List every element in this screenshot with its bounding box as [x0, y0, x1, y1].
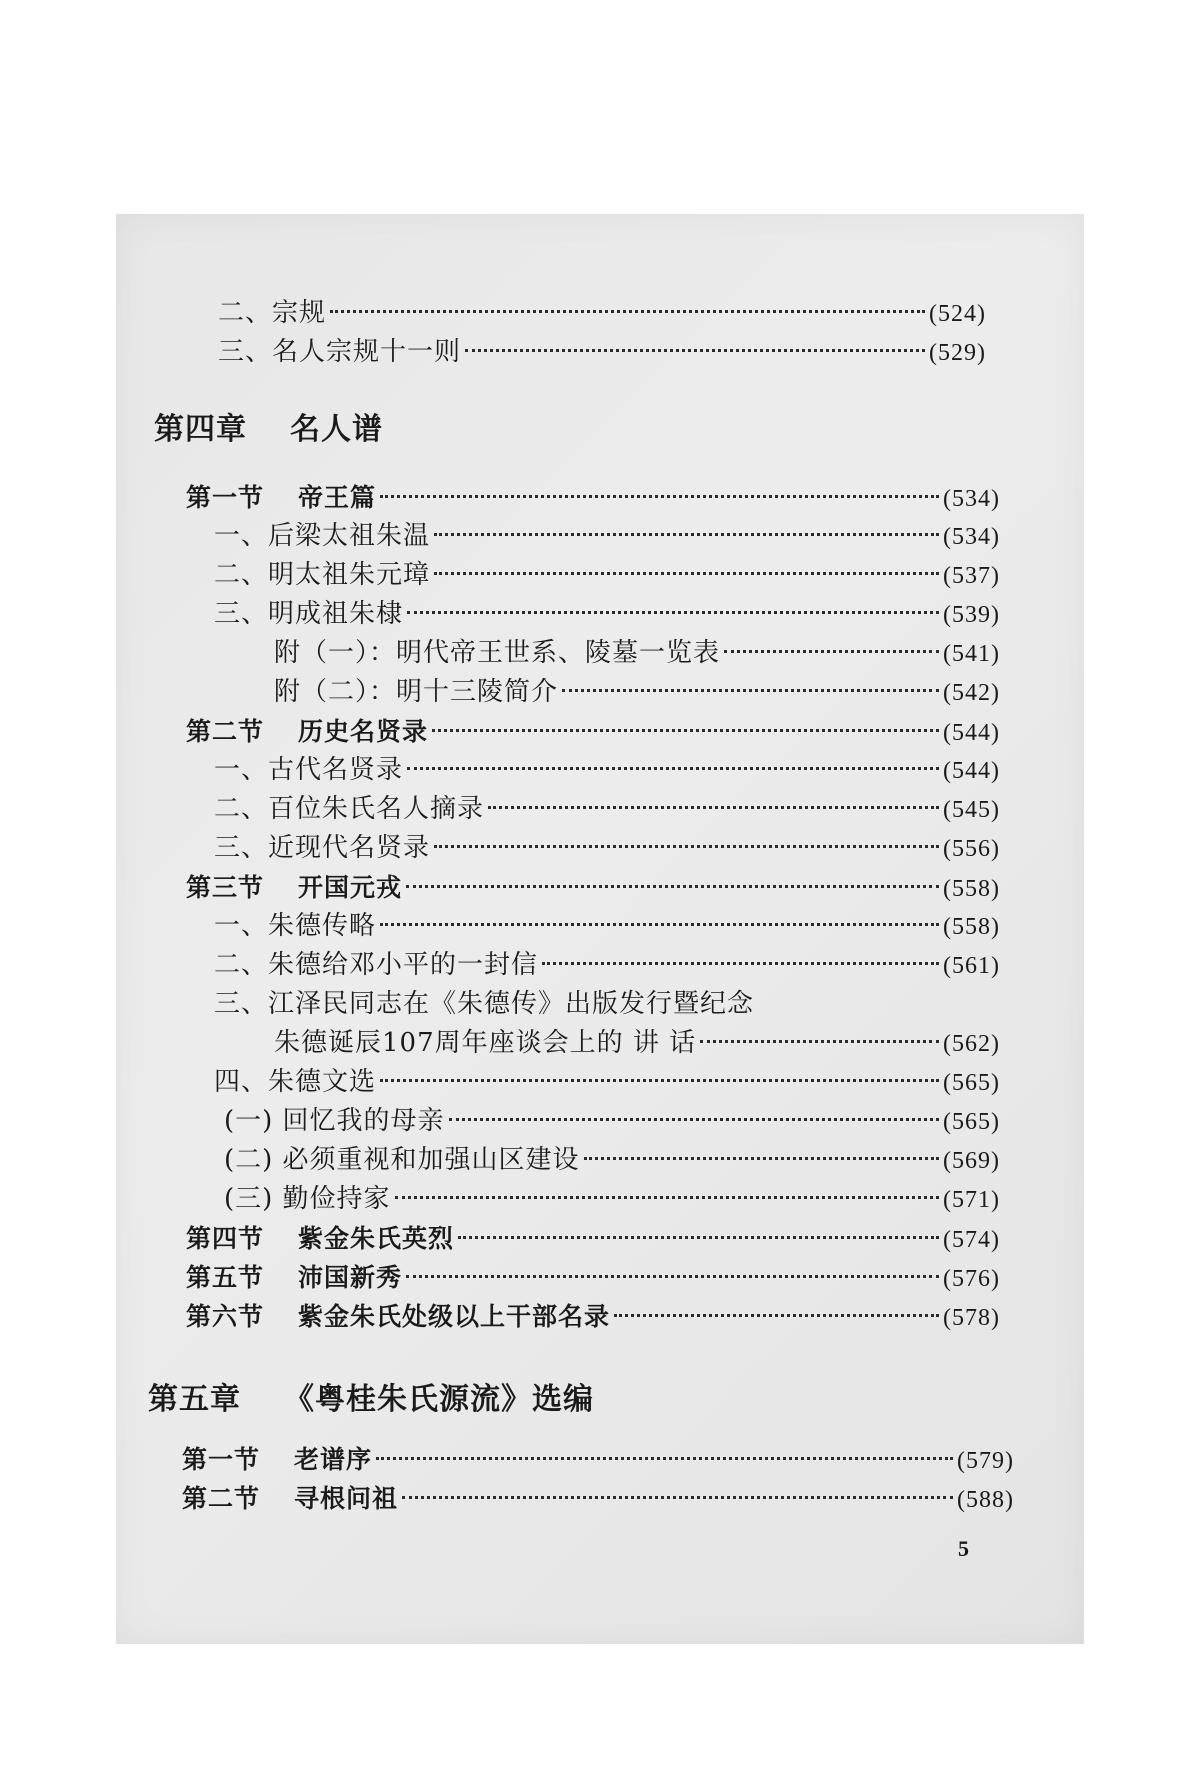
- section-number: 第一节: [186, 483, 265, 512]
- toc-entry-label: 朱德诞辰107周年座谈会上的 讲 话: [274, 1028, 697, 1058]
- chapter-title: 名人谱: [290, 412, 383, 447]
- toc-top-block: [218, 294, 986, 372]
- toc-entry-label: 附（一）：明代帝王世系、陵墓一览表: [274, 638, 721, 668]
- toc-entry-label: 二、朱德给邓小平的一封信: [214, 950, 539, 980]
- toc-entry-label: 二、百位朱氏名人摘录: [214, 794, 485, 824]
- toc-section[interactable]: [186, 712, 1000, 751]
- leader-dots: [407, 767, 939, 770]
- leader-dots: [449, 1118, 939, 1121]
- toc-entry-label: 一、后梁太祖朱温: [214, 521, 431, 551]
- leader-dots: [380, 923, 939, 926]
- leader-dots: [562, 689, 939, 692]
- leader-dots: [434, 845, 939, 848]
- toc-entry[interactable]: [186, 946, 1000, 985]
- leader-dots: [542, 962, 939, 965]
- section-number: 第二节: [182, 1484, 261, 1513]
- section-number: 第一节: [182, 1445, 261, 1474]
- leader-dots: [458, 1236, 939, 1239]
- toc-entry[interactable]: [186, 1180, 1000, 1219]
- section-title: 帝王篇: [298, 483, 377, 512]
- toc-entry-page: (537): [943, 563, 1000, 589]
- leader-dots: [434, 572, 939, 575]
- leader-dots: [724, 650, 939, 653]
- leader-dots: [584, 1157, 939, 1160]
- toc-entry-continuation[interactable]: [186, 1024, 1000, 1063]
- toc-entry-page: (544): [943, 720, 1000, 746]
- toc-entry-label: 一、古代名贤录: [214, 755, 404, 785]
- toc-entry-page: (542): [943, 680, 1000, 706]
- leader-dots: [380, 1079, 939, 1082]
- toc-entry-page: (544): [943, 758, 1000, 784]
- toc-entry-page: (558): [943, 876, 1000, 902]
- chapter-heading[interactable]: [154, 404, 383, 448]
- toc-section[interactable]: [186, 868, 1000, 907]
- section-title: 历史名贤录: [298, 717, 429, 746]
- leader-dots: [432, 729, 939, 732]
- section-number: 第五节: [186, 1263, 265, 1292]
- toc-entry[interactable]: [186, 829, 1000, 868]
- toc-entry-label: (二) 必须重视和加强山区建设: [224, 1145, 580, 1175]
- section-number: 第四节: [186, 1224, 265, 1253]
- toc-entry-page: (588): [957, 1487, 1014, 1513]
- chapter-title: 《粤桂朱氏源流》选编: [284, 1382, 594, 1417]
- toc-entry-page: (576): [943, 1266, 1000, 1292]
- leader-dots: [465, 349, 925, 352]
- leader-dots: [376, 1457, 953, 1460]
- toc-entry-page: (529): [929, 340, 986, 366]
- leader-dots: [407, 611, 939, 614]
- toc-entry[interactable]: [218, 294, 986, 333]
- toc-entry-page: (562): [943, 1031, 1000, 1057]
- section-number: 第六节: [186, 1302, 265, 1331]
- toc-entry[interactable]: [218, 333, 986, 372]
- toc-entry-page: (561): [943, 953, 1000, 979]
- leader-dots: [395, 1196, 939, 1199]
- toc-entry-page: (579): [957, 1448, 1014, 1474]
- toc-entry-label: 一、朱德传略: [214, 911, 377, 941]
- toc-entry[interactable]: [186, 634, 1000, 673]
- chapter-heading[interactable]: [148, 1374, 594, 1418]
- toc-entry[interactable]: [186, 595, 1000, 634]
- toc-entry-page: (556): [943, 836, 1000, 862]
- leader-dots: [488, 806, 939, 809]
- toc-entry-label: 三、明成祖朱棣: [214, 599, 404, 629]
- toc-entry-label: 二、宗规: [218, 298, 327, 328]
- scanned-page: [116, 214, 1084, 1644]
- toc-entry[interactable]: [186, 517, 1000, 556]
- toc-entry[interactable]: [186, 751, 1000, 790]
- toc-entry[interactable]: [186, 790, 1000, 829]
- chapter-number: 第四章: [154, 412, 247, 447]
- leader-dots: [380, 495, 939, 498]
- toc-entry-page: (545): [943, 797, 1000, 823]
- chapter4-entries: [186, 478, 1000, 1336]
- section-number: 第三节: [186, 873, 265, 902]
- leader-dots: [402, 1496, 953, 1499]
- toc-entry[interactable]: [186, 1063, 1000, 1102]
- leader-dots: [614, 1314, 939, 1317]
- section-title: 开国元戎: [298, 873, 403, 902]
- toc-entry[interactable]: [186, 673, 1000, 712]
- toc-entry-page: (571): [943, 1187, 1000, 1213]
- toc-entry-label: 三、近现代名贤录: [214, 833, 431, 863]
- toc-entry-label: 附（二）：明十三陵简介: [274, 677, 559, 707]
- toc-entry-label: (三) 勤俭持家: [224, 1184, 391, 1214]
- section-title: 老谱序: [294, 1445, 373, 1474]
- toc-entry-label: 三、江泽民同志在《朱德传》出版发行暨纪念: [214, 989, 755, 1019]
- leader-dots: [434, 533, 939, 536]
- leader-dots: [406, 885, 939, 888]
- toc-section[interactable]: [186, 478, 1000, 517]
- toc-entry[interactable]: [186, 907, 1000, 946]
- toc-entry-page: (524): [929, 301, 986, 327]
- toc-entry-page: (574): [943, 1227, 1000, 1253]
- leader-dots: [700, 1040, 939, 1043]
- section-title: 沛国新秀: [298, 1263, 403, 1292]
- toc-entry-page: (569): [943, 1148, 1000, 1174]
- toc-entry[interactable]: [186, 556, 1000, 595]
- toc-entry-page: (541): [943, 641, 1000, 667]
- section-title: 紫金朱氏英烈: [298, 1224, 455, 1253]
- toc-section[interactable]: [186, 1297, 1000, 1336]
- leader-dots: [330, 310, 925, 313]
- section-title: 寻根问祖: [294, 1484, 399, 1513]
- toc-entry-page: (565): [943, 1109, 1000, 1135]
- toc-entry-page: (534): [943, 486, 1000, 512]
- toc-entry-page: (558): [943, 914, 1000, 940]
- toc-section[interactable]: [186, 1219, 1000, 1258]
- section-title: 紫金朱氏处级以上干部名录: [298, 1302, 611, 1331]
- toc-entry-label: 三、名人宗规十一则: [218, 337, 462, 367]
- toc-entry-label: (一) 回忆我的母亲: [224, 1106, 445, 1136]
- chapter-number: 第五章: [148, 1382, 241, 1417]
- toc-entry[interactable]: [186, 1141, 1000, 1180]
- chapter5-entries: [182, 1440, 1014, 1518]
- toc-entry[interactable]: [186, 985, 1000, 1024]
- page-number: 5: [958, 1536, 969, 1561]
- toc-section[interactable]: [186, 1258, 1000, 1297]
- toc-entry-page: (539): [943, 602, 1000, 628]
- section-number: 第二节: [186, 717, 265, 746]
- toc-entry[interactable]: [186, 1102, 1000, 1141]
- toc-section[interactable]: [182, 1440, 1014, 1479]
- leader-dots: [406, 1275, 939, 1278]
- toc-entry-label: 二、明太祖朱元璋: [214, 560, 431, 590]
- toc-entry-page: (565): [943, 1070, 1000, 1096]
- toc-entry-page: (578): [943, 1305, 1000, 1331]
- toc-entry-label: 四、朱德文选: [214, 1067, 377, 1097]
- toc-section[interactable]: [182, 1479, 1014, 1518]
- toc-entry-page: (534): [943, 524, 1000, 550]
